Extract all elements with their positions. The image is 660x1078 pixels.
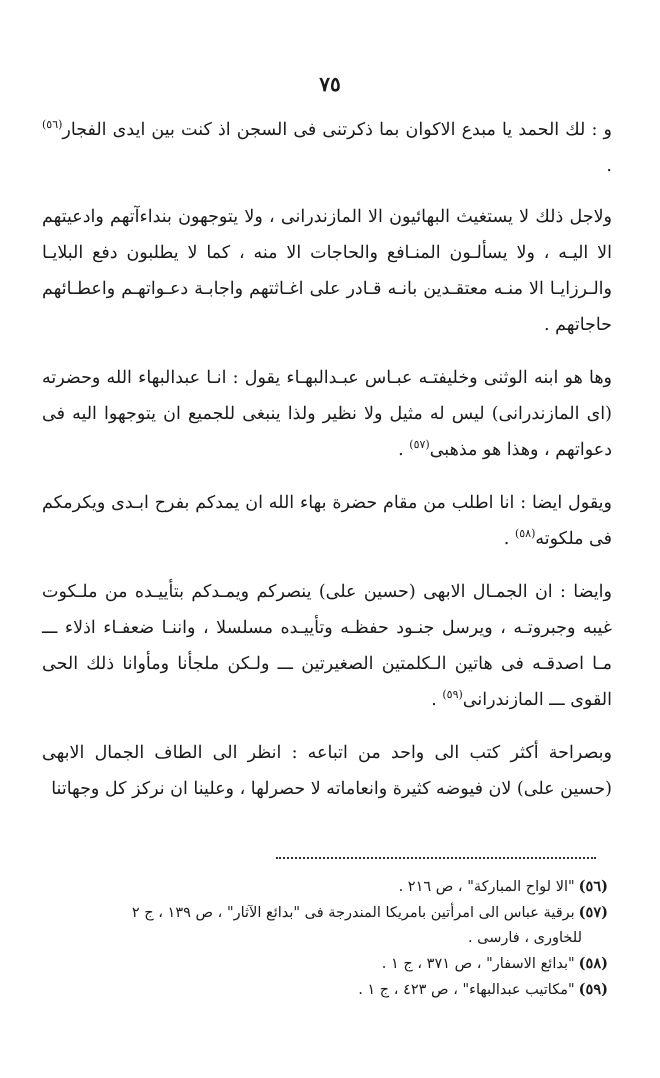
footnote-number: (٥٩) [578,981,608,998]
footnote-ref: (٥٩) [442,688,463,702]
footnote-separator [276,857,596,859]
page-number: ٧٥ [319,72,341,96]
paragraph [42,199,612,343]
footnote-ref: (٥٨) [514,527,536,541]
paragraph-tail: . [606,156,612,176]
paragraph [42,360,612,468]
paragraph-text: و : لك الحمد يا مبدع الاكوان بما ذكرتنى فى السجن اذ كنت بين ايدى الفجار [62,120,612,140]
footnote-text: "بدائع الاسفار" ، ص ٣٧١ ، ج ١ . [381,956,575,972]
paragraph-tail: . [503,529,515,549]
footnote-number: (٥٦) [578,878,608,895]
footnote-number: (٥٨) [578,955,608,972]
paragraph-text: وها هو ابنه الوثنى وخليفتـه عبـاس عبـدالبهـاء يقول : انـا عبدالبهاء الله وحضرته (اى المازندرانى) ليس له مثيل ولا نظير ولذا ينبغى للجميع ان يتوجهوا اليه فى دعواتهم ، وهذا هو مذهبى [42,368,612,460]
body-text [42,112,612,824]
footnote-number: (٥٧) [578,904,608,921]
footnote-ref: (٥٦) [42,118,63,132]
paragraph [42,485,612,557]
paragraph-text: وبصراحة أكثر كتب الى واحد من اتباعه : انظر الى الطاف الجمال الابهى (حسين على) لان فيوضه كثيرة وانعاماته لا حصرلها ، وعلينا ان نركز كل وجهاتنا [42,743,612,799]
footnote [42,900,608,951]
paragraph [42,112,612,184]
paragraph [42,735,612,807]
paragraph-tail: . [398,440,410,460]
footnote-text: "مكاتيب عبدالبهاء" ، ص ٤٢٣ ، ج ١ . [358,982,575,998]
footnote-text: "الا لواح المباركة" ، ص ٢١٦ . [398,879,575,895]
footnotes [42,874,608,1003]
footnote [42,874,608,900]
footnote-continuation: للخاورى ، فارسى . [467,930,582,946]
paragraph [42,574,612,718]
footnote [42,951,608,977]
paragraph-tail: . [431,690,443,710]
paragraph-text: ولاجل ذلك لا يستغيث البهائيون الا المازندرانى ، ولا يتوجهون بنداءآتهم وادعيتهم الا اليـه ، ولا يسألـون المنـافع والحاجات الا منه ، كما لا يطلبون دفع البلايـا والـرزايـا الا منـه معتقـدين بانـه قـادر على اغـاثتهم واجابـة دعـواتهـم واعطـائهم حاجاتهم . [42,207,612,335]
footnote-ref: (٥٧) [409,438,430,452]
paragraph-text: ويقول ايضا : انا اطلب من مقام حضرة بهاء الله ان يمدكم بفرح ابـدى ويكرمكم فى ملكوته [42,493,612,549]
paragraph-text: وايضا : ان الجمـال الابهى (حسين على) ينصركم ويمـدكم بتأييـده من ملـكوت غيبه وجبروتـه ، ويرسل جنـود حفظـه وتأييـده مسلسلا ، واننـا ضعفـاء اذلاء ـــ مـا اصدقـه فى هاتين الـكلمتين الصغيرتين ـــ ولـكن ملجأنا ومأوانا ذلك الحى القوى ـــ المازندرانى [42,582,612,710]
footnote-text: برقية عباس الى امرأتين بامريكا المندرجة فى "بدائع الآثار" ، ص ١٣٩ ، ج ٢ [131,905,575,921]
footnote [42,977,608,1003]
